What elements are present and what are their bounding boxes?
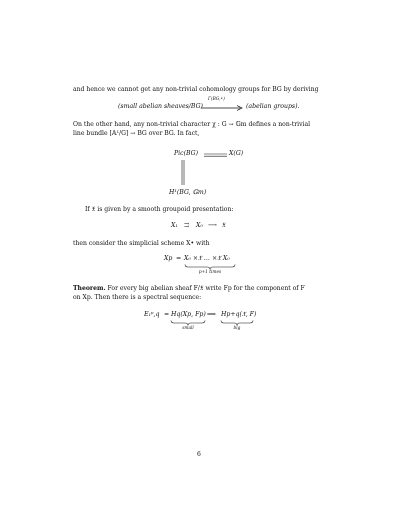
underbrace-label-small: small (182, 326, 194, 331)
equality-arrow-icon (203, 151, 228, 159)
implies-arrow-icon: ⟹ (207, 311, 216, 318)
functor-source: (small abelian sheaves/BG) (118, 103, 203, 110)
theorem-text: on Xp. Then there is a spectral sequence: (73, 294, 202, 301)
equals-sign: = (176, 255, 182, 262)
diagram-node-cohomology: H¹(BG, 𝔾m) (169, 189, 207, 196)
diagram-node-pic: Pic(BG) (174, 150, 199, 157)
spectral-middle: Hq(Xp, Fp) (171, 311, 206, 318)
simplicial-rhs: X₀ ×𝔛 … ×𝔛 X₀ (184, 255, 230, 262)
long-arrow-icon (200, 104, 244, 112)
paragraph-text: If 𝔛 is given by a smooth groupoid presentation: (85, 206, 234, 213)
functor-target: (abelian groups). (246, 103, 300, 110)
functor-arrow-label: Γ(BG,•) (208, 97, 225, 102)
underbrace-label-big: big (233, 326, 241, 331)
double-arrow-icon: ⇉ (184, 222, 190, 229)
simplicial-lhs: Xp (164, 255, 173, 262)
diagram-node-character: X(G) (229, 150, 244, 157)
spectral-lhs: E₁ᵖ,q (144, 311, 160, 318)
vertical-equality-icon (180, 160, 186, 186)
paragraph-text: and hence we cannot get any non-trivial cohomology groups for BG by deriving (73, 86, 319, 93)
theorem-line (73, 285, 305, 293)
groupoid-stack: 𝔛 (222, 222, 226, 229)
spectral-rhs: Hp+q(𝔛, F) (221, 311, 257, 318)
theorem-text: For every big abelian sheaf F/𝔛 write Fp for the component of F (107, 285, 305, 292)
paragraph-text: then consider the simplicial scheme X• with (73, 240, 210, 247)
groupoid-x1: X₁ (171, 222, 178, 229)
paragraph-text: line bundle [𝔸¹/G] → BG over BG. In fact, (73, 130, 200, 137)
groupoid-x0: X₀ (196, 222, 203, 229)
equals-sign: = (164, 311, 170, 318)
underbrace-label: p+1 times (198, 270, 222, 275)
paragraph-text: On the other hand, any non-trivial character χ : G → 𝔾m defines a non-trivial (73, 121, 311, 128)
arrow-icon: ⟶ (208, 222, 217, 229)
theorem-heading: Theorem. (73, 285, 106, 292)
page-number: 6 (197, 451, 201, 458)
